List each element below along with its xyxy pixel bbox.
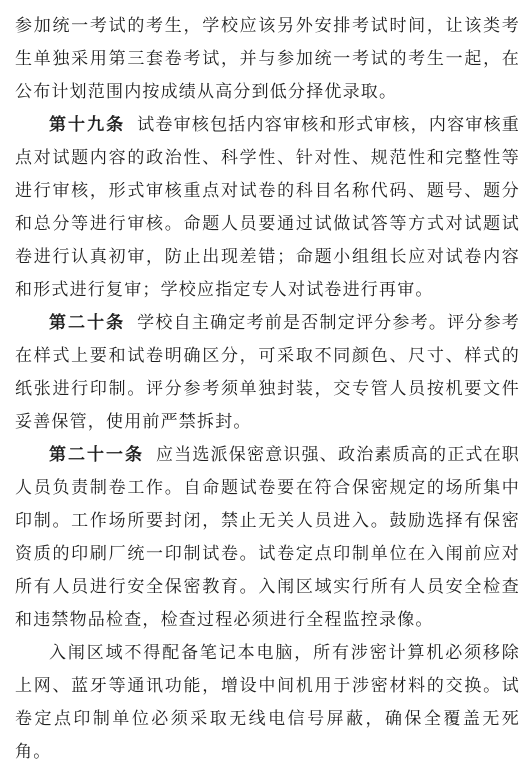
article-21-paragraph [15, 439, 520, 637]
paragraph-text: 学校自主确定考前是否制定评分参考。评分参考在样式上要和试卷明确区分，可采取不同颜色、尺寸、样式的纸张进行印制。评分参考须单独封装，交专管人员按机要文件妥善保管，使用前严禁拆封。 [15, 313, 521, 432]
article-number: 第二十条 [49, 313, 126, 333]
document-page [15, 10, 520, 769]
article-number: 第十九条 [49, 115, 126, 135]
paragraph-text: 入闱区域不得配备笔记本电脑，所有涉密计算机必须移除上网、蓝牙等通讯功能，增设中间机用于涉密材料的交换。试卷定点印制单位必须采取无线电信号屏蔽，确保全覆盖无死角。 [15, 643, 520, 762]
paragraph-continuation [15, 10, 520, 109]
article-number: 第二十一条 [49, 445, 144, 465]
article-19-paragraph [15, 109, 520, 307]
paragraph-text: 应当选派保密意识强、政治素质高的正式在职人员负责制卷工作。自命题试卷要在符合保密规定的场所集中印制。工作场所要封闭，禁止无关人员进入。鼓励选择有保密资质的印刷厂统一印制试卷。试卷定点印制单位在入闱前应对所有人员进行安全保密教育。入闱区域实行所有人员安全检查和违禁物品检查，检查过程必须进行全程监控录像。 [15, 445, 520, 630]
paragraph-text: 参加统一考试的考生，学校应该另外安排考试时间，让该类考生单独采用第三套卷考试，并与参加统一考试的考生一起，在公布计划范围内按成绩从高分到低分择优录取。 [15, 16, 520, 102]
paragraph-sealed-area [15, 637, 520, 769]
article-20-paragraph [15, 307, 520, 439]
paragraph-text: 试卷审核包括内容审核和形式审核，内容审核重点对试题内容的政治性、科学性、针对性、规范性和完整性等进行审核，形式审核重点对试卷的科目名称代码、题号、题分和总分等进行审核。命题人员要通过试做试答等方式对试题试卷进行认真初审，防止出现差错；命题小组组长应对试卷内容和形式进行复审；学校应指定专人对试卷进行再审。 [15, 115, 521, 300]
